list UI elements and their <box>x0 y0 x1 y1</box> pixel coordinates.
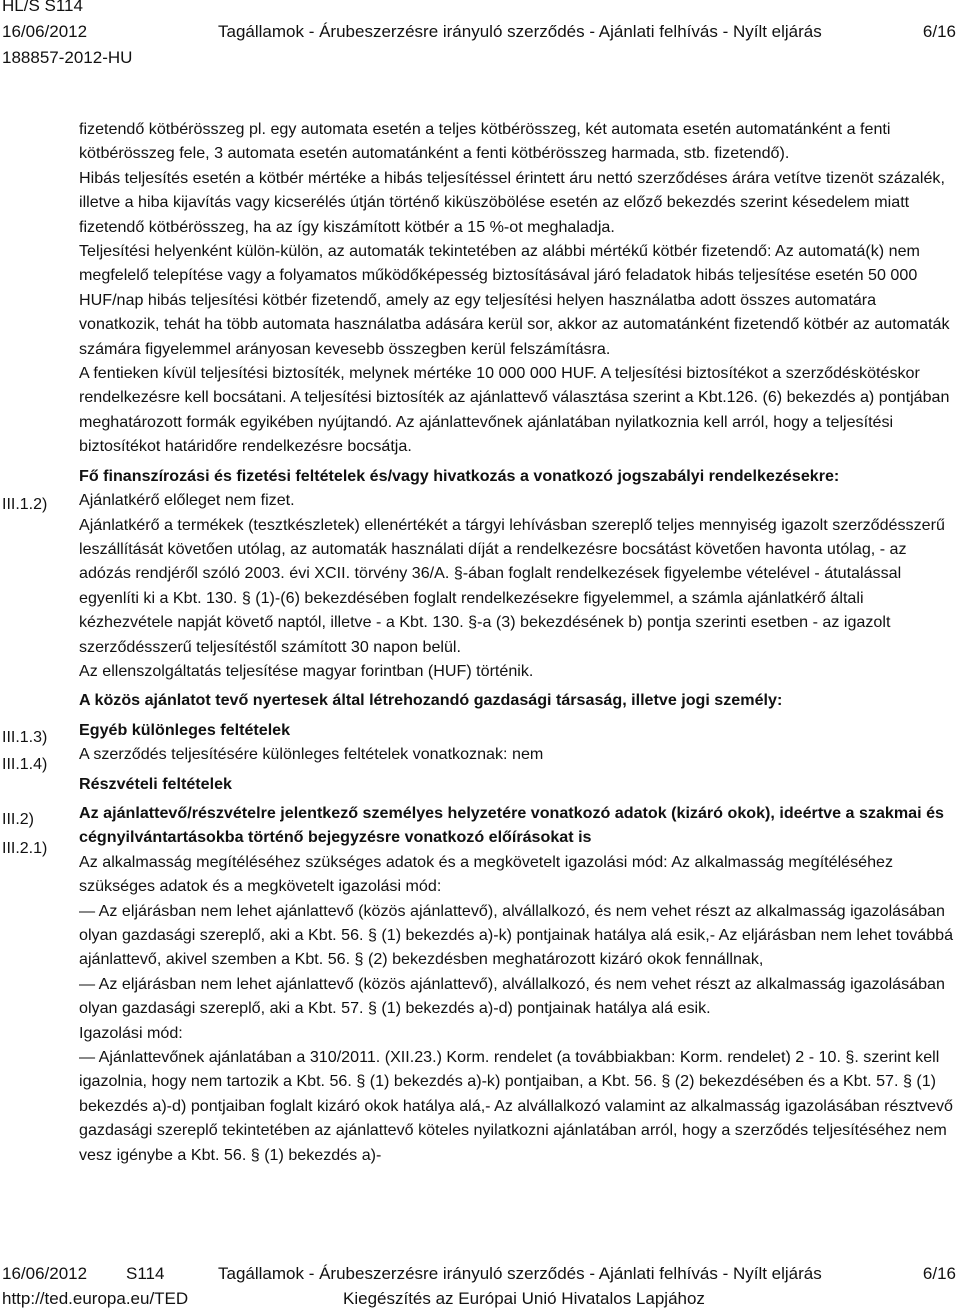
paragraph: — Az eljárásban nem lehet ajánlattevő (közös ajánlattevő), alvállalkozó, és nem vehet részt az alkalmasság igazolásában olyan gazdasági szereplő, aki a Kbt. 56. § (1) bekezdés a)-k) pontjainak hatálya alá esik,- Az eljárásban nem lehet továbbá ajánlattevő, akivel szemben a Kbt. 56. § (2) bekezdésben meghatározott kizáró okok fennállnak, <box>79 901 954 969</box>
paragraph: Teljesítési helyenként külön-külön, az automaták tekintetében az alábbi mértékű kötbér fizetendő: Az automatá(k) nem megfelelő telepítése vagy a folyamatos működőképesség biztosításával járó feladatok hibás teljesítése esetén 50 000 HUF/nap hibás teljesítési kötbér fizetendő, amely az egy teljesítési helyen használatba adott összes automatára vonatkozik, tehát ha több automata használatba adására kerül sor, akkor az automatánként fizetendő kötbér az automaták számára figyelemmel arányosan kevesebb összegben kerül felszámításra. <box>79 242 950 358</box>
footer-url-link[interactable]: http://ted.europa.eu/TED <box>2 1289 189 1308</box>
paragraph: fizetendő kötbérösszeg pl. egy automata esetén a teljes kötbérösszeg, két automata esetén automatánként a fenti kötbérösszeg fele, 3 automata esetén automatánként a fenti kötbérösszeg harmada, stb. fizetendő). <box>79 120 891 163</box>
paragraph: Az ellenszolgáltatás teljesítése magyar forintban (HUF) történik. <box>79 661 534 680</box>
section-number: III.2) <box>2 811 35 828</box>
header-date: 16/06/2012 <box>2 22 88 41</box>
footer-subtitle: Kiegészítés az Európai Unió Hivatalos Lapjához <box>343 1289 705 1308</box>
paragraph: Hibás teljesítés esetén a kötbér mértéke a hibás teljesítéssel érintett áru nettó szerződéses árára vetítve tizenöt százalék, illetve a hiba kijavítás vagy kicserélés útján történő kiküszöbölése esetén az előző bekezdés szerint késedelem miatt fizetendő kötbérösszeg, ha az így kiszámított kötbér a 15 %-ot meghaladja. <box>79 168 945 236</box>
section-heading: Részvételi feltételek <box>79 774 232 793</box>
section-heading: Egyéb különleges feltételek <box>79 720 291 739</box>
paragraph: A fentieken kívül teljesítési biztosíték, melynek mértéke 10 000 000 HUF. A teljesítési biztosítékot a szerződéskötéskor rendelkezésre kell bocsátani. A teljesítési biztosíték az ajánlattevő választása szerint a Kbt.126. (6) bekezdés a) pontjában meghatározott formák egyikében nyújtandó. Az ajánlattevőnek ajánlatában nyilatkoznia kell arról, hogy a teljesítési biztosítékot határidőre rendelkezésre bocsátja. <box>79 364 950 456</box>
section-heading: A közös ajánlatot tevő nyertesek által létrehozandó gazdasági társaság, illetve jogi személy: <box>79 691 783 710</box>
footer-date: 16/06/2012 <box>2 1264 88 1283</box>
footer-page-number: 6/16 <box>922 1264 956 1283</box>
paragraph: Igazolási mód: <box>79 1023 183 1042</box>
paragraph: Az alkalmasság megítéléséhez szükséges adatok és a megkövetelt igazolási mód: Az alkalmasság megítéléséhez szükséges adatok és a megkövetelt igazolási mód: <box>79 852 894 896</box>
footer-issue: S114 <box>126 1264 165 1283</box>
document-body <box>79 117 959 1167</box>
header-page-number: 6/16 <box>922 22 956 41</box>
paragraph: — Ajánlattevőnek ajánlatában a 310/2011. (XII.23.) Korm. rendelet (a továbbiakban: Korm. rendelet) 2 - 10. §. szerint kell igazolnia, hogy nem tartozik a Kbt. 56. § (1) bekezdés a)-k) pontjaiban, a Kbt. 56. § (2) bekezdésében és a Kbt. 57. § (1) bekezdés a)-d) pontjaiban foglalt kizáró okok hatálya alá,- Az alvállalkozó valamint az alkalmasság igazolásában résztvevő gazdasági szereplő tekintetében az ajánlattevő köteles nyilatkozni ajánlatában arról, hogy a szerződés teljesítéséhez nem vesz igénybe a Kbt. 56. § (1) bekezdés a)- <box>79 1048 954 1164</box>
document-id: 188857-2012-HU <box>2 48 133 67</box>
section-heading: Fő finanszírozási és fizetési feltételek és/vagy hivatkozás a vonatkozó jogszabályi rendelkezésekre: <box>79 466 840 485</box>
section-number: III.1.3) <box>2 729 48 746</box>
header-title: Tagállamok - Árubeszerzésre irányuló szerződés - Ajánlati felhívás - Nyílt eljárás <box>218 22 822 41</box>
section-number: III.1.4) <box>2 756 48 773</box>
footer-title: Tagállamok - Árubeszerzésre irányuló szerződés - Ajánlati felhívás - Nyílt eljárás <box>218 1264 822 1283</box>
journal-ref: HL/S S114 <box>2 0 83 15</box>
paragraph: A szerződés teljesítésére különleges feltételek vonatkoznak: nem <box>79 745 544 764</box>
paragraph: — Az eljárásban nem lehet ajánlattevő (közös ajánlattevő), alvállalkozó, és nem vehet részt az alkalmasság igazolásában olyan gazdasági szereplő, aki a Kbt. 57. § (1) bekezdés a)-d) pontjainak hatálya alá esik. <box>79 974 945 1018</box>
section-heading: Az ajánlattevő/részvételre jelentkező személyes helyzetére vonatkozó adatok (kizáró okok), ideértve a szakmai és cégnyilvántartásokba történő bejegyzésre vonatkozó előírásokat is <box>79 803 944 847</box>
section-number: III.2.1) <box>2 840 48 857</box>
paragraph: Ajánlatkérő előleget nem fizet. <box>79 491 295 510</box>
paragraph: Ajánlatkérő a termékek (tesztkészletek) ellenértékét a tárgyi lehívásban szereplő teljes mennyiség igazolt szerződésszerű leszállítását követően utólag, az automaták használati díját a rendelkezésre bocsátást követően havonta utólag, - az adózás rendjéről szóló 2003. évi XCII. törvény 36/A. §-ában foglalt rendelkezések figyelembe vételével - átutalással egyenlíti ki a Kbt. 130. § (1)-(6) bekezdésében foglalt rendelkezésekre figyelemmel, a számla ajánlatkérő általi kézhezvétele napját követő naptól, illetve - a Kbt. 130. §-a (3) bekezdésének b) pontja szerinti esetben - az igazolt szerződésszerű teljesítéstől számított 30 napon belül. <box>79 515 945 656</box>
section-number: III.1.2) <box>2 496 48 513</box>
